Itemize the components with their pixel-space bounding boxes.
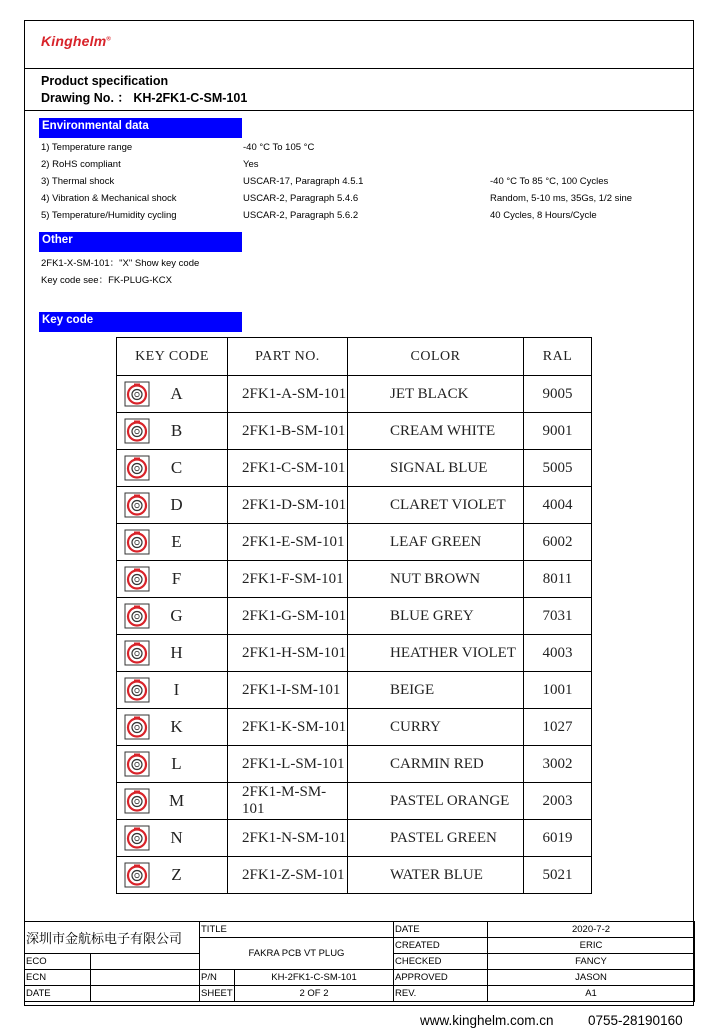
table-row [117, 635, 592, 672]
env-condition: -40 °C To 85 °C, 100 Cycles [490, 176, 609, 187]
other-line: 2FK1-X-SM-101："X" Show key code [41, 258, 200, 269]
other-line: Key code see：FK-PLUG-KCX [41, 275, 172, 286]
table-row [117, 598, 592, 635]
ral-code: 6019 [524, 820, 592, 857]
section-other: Other [39, 232, 242, 252]
pn-value: KH-2FK1-C-SM-101 [235, 970, 394, 986]
env-name: 4) Vibration & Mechanical shock [41, 193, 177, 204]
ecn-value [91, 970, 200, 986]
title-block [24, 921, 695, 1002]
color-name: BLUE GREY [348, 598, 524, 635]
key-letter: G [170, 606, 183, 625]
connector-key-icon [124, 492, 150, 518]
env-name: 1) Temperature range [41, 142, 133, 153]
part-number: 2FK1-G-SM-101 [228, 598, 348, 635]
part-number: 2FK1-M-SM-101 [228, 783, 348, 820]
pn-label: P/N [200, 970, 235, 986]
key-letter: B [170, 421, 183, 440]
key-code-cell [117, 709, 228, 746]
key-code-cell [117, 746, 228, 783]
connector-key-icon [124, 418, 150, 444]
ral-code: 9005 [524, 376, 592, 413]
table-row [117, 783, 592, 820]
table-row [117, 487, 592, 524]
ral-code: 5005 [524, 450, 592, 487]
part-number: 2FK1-L-SM-101 [228, 746, 348, 783]
color-name: BEIGE [348, 672, 524, 709]
ral-code: 1001 [524, 672, 592, 709]
key-code-cell [117, 450, 228, 487]
ral-code: 1027 [524, 709, 592, 746]
created-value: ERIC [488, 938, 695, 954]
rev-label: REV. [394, 986, 488, 1002]
column-header: KEY CODE [117, 338, 228, 376]
kinghelm-logo: Kinghelm® [41, 33, 112, 49]
key-code-cell [117, 783, 228, 820]
connector-key-icon [124, 825, 150, 851]
color-name: CURRY [348, 709, 524, 746]
env-value: USCAR-2, Paragraph 5.4.6 [243, 193, 359, 204]
color-name: JET BLACK [348, 376, 524, 413]
color-name: CREAM WHITE [348, 413, 524, 450]
table-row [117, 709, 592, 746]
key-letter: M [168, 791, 185, 810]
key-letter: E [171, 532, 182, 551]
color-name: PASTEL GREEN [348, 820, 524, 857]
ral-code: 4004 [524, 487, 592, 524]
title-label: TITLE [200, 922, 394, 938]
key-letter: K [170, 717, 183, 736]
eco-value [91, 954, 200, 970]
key-code-cell [117, 487, 228, 524]
key-code-cell [117, 524, 228, 561]
drawing-number: Drawing No. ： KH-2FK1-C-SM-101 [41, 91, 248, 105]
date-label: DATE [394, 922, 488, 938]
table-row [117, 413, 592, 450]
key-code-cell [117, 857, 228, 894]
env-value: -40 °C To 105 °C [243, 142, 315, 153]
table-row [117, 746, 592, 783]
color-name: PASTEL ORANGE [348, 783, 524, 820]
title-value: FAKRA PCB VT PLUG [200, 938, 394, 970]
divider [24, 110, 694, 111]
company-name: 深圳市金航标电子有限公司 [25, 922, 200, 954]
key-letter: L [171, 754, 182, 773]
column-header: COLOR [348, 338, 524, 376]
created-label: CREATED [394, 938, 488, 954]
part-number: 2FK1-E-SM-101 [228, 524, 348, 561]
connector-key-icon [124, 603, 150, 629]
env-name: 5) Temperature/Humidity cycling [41, 210, 177, 221]
key-letter: I [173, 680, 180, 699]
table-row [117, 820, 592, 857]
env-value: USCAR-2, Paragraph 5.6.2 [243, 210, 359, 221]
env-name: 3) Thermal shock [41, 176, 115, 187]
table-row [117, 524, 592, 561]
env-condition: Random, 5-10 ms, 35Gs, 1/2 sine [490, 193, 633, 204]
part-number: 2FK1-B-SM-101 [228, 413, 348, 450]
key-code-table [116, 337, 592, 894]
column-header: RAL [524, 338, 592, 376]
part-number: 2FK1-C-SM-101 [228, 450, 348, 487]
color-name: CARMIN RED [348, 746, 524, 783]
checked-value: FANCY [488, 954, 695, 970]
eco-label: ECO [25, 954, 91, 970]
ral-code: 7031 [524, 598, 592, 635]
rev-value: A1 [488, 986, 695, 1002]
connector-key-icon [124, 862, 150, 888]
column-header: PART NO. [228, 338, 348, 376]
spec-header [41, 73, 247, 107]
checked-label: CHECKED [394, 954, 488, 970]
table-row [117, 561, 592, 598]
env-name: 2) RoHS compliant [41, 159, 121, 170]
color-name: NUT BROWN [348, 561, 524, 598]
table-row [117, 376, 592, 413]
section-key-code: Key code [39, 312, 242, 332]
connector-key-icon [124, 640, 150, 666]
part-number: 2FK1-A-SM-101 [228, 376, 348, 413]
ecn-label: ECN [25, 970, 91, 986]
connector-key-icon [124, 677, 150, 703]
footer-website: www.kinghelm.com.cn [420, 1013, 554, 1028]
env-value: Yes [243, 159, 259, 170]
key-code-cell [117, 672, 228, 709]
key-letter: C [170, 458, 183, 477]
table-row [117, 672, 592, 709]
connector-key-icon [124, 381, 150, 407]
env-value: USCAR-17, Paragraph 4.5.1 [243, 176, 364, 187]
ral-code: 2003 [524, 783, 592, 820]
divider [24, 68, 694, 69]
date-value: 2020-7-2 [488, 922, 695, 938]
key-letter: A [170, 384, 183, 403]
part-number: 2FK1-F-SM-101 [228, 561, 348, 598]
color-name: CLARET VIOLET [348, 487, 524, 524]
color-name: WATER BLUE [348, 857, 524, 894]
ral-code: 3002 [524, 746, 592, 783]
ral-code: 9001 [524, 413, 592, 450]
part-number: 2FK1-D-SM-101 [228, 487, 348, 524]
color-name: HEATHER VIOLET [348, 635, 524, 672]
sheet-label: SHEET [200, 986, 235, 1002]
key-letter: D [170, 495, 183, 514]
connector-key-icon [124, 529, 150, 555]
date-left-label: DATE [25, 986, 91, 1002]
ral-code: 6002 [524, 524, 592, 561]
part-number: 2FK1-K-SM-101 [228, 709, 348, 746]
sheet-value: 2 OF 2 [235, 986, 394, 1002]
table-row [117, 857, 592, 894]
table-header-row [117, 338, 592, 376]
approved-label: APPROVED [394, 970, 488, 986]
color-name: SIGNAL BLUE [348, 450, 524, 487]
key-letter: H [170, 643, 183, 662]
connector-key-icon [124, 566, 150, 592]
key-code-cell [117, 413, 228, 450]
color-name: LEAF GREEN [348, 524, 524, 561]
ral-code: 8011 [524, 561, 592, 598]
date-left-value [91, 986, 200, 1002]
key-code-cell [117, 376, 228, 413]
connector-key-icon [124, 751, 150, 777]
env-condition: 40 Cycles, 8 Hours/Cycle [490, 210, 597, 221]
part-number: 2FK1-N-SM-101 [228, 820, 348, 857]
key-letter: F [171, 569, 182, 588]
page-title: Product specification [41, 74, 169, 88]
connector-key-icon [124, 714, 150, 740]
part-number: 2FK1-I-SM-101 [228, 672, 348, 709]
approved-value: JASON [488, 970, 695, 986]
section-environmental: Environmental data [39, 118, 242, 138]
key-code-cell [117, 635, 228, 672]
part-number: 2FK1-H-SM-101 [228, 635, 348, 672]
key-letter: Z [171, 865, 182, 884]
table-row [117, 450, 592, 487]
key-code-cell [117, 820, 228, 857]
ral-code: 5021 [524, 857, 592, 894]
part-number: 2FK1-Z-SM-101 [228, 857, 348, 894]
key-letter: N [170, 828, 183, 847]
key-code-cell [117, 561, 228, 598]
connector-key-icon [124, 455, 150, 481]
ral-code: 4003 [524, 635, 592, 672]
connector-key-icon [124, 788, 150, 814]
footer-phone: 0755-28190160 [588, 1013, 683, 1028]
key-code-cell [117, 598, 228, 635]
